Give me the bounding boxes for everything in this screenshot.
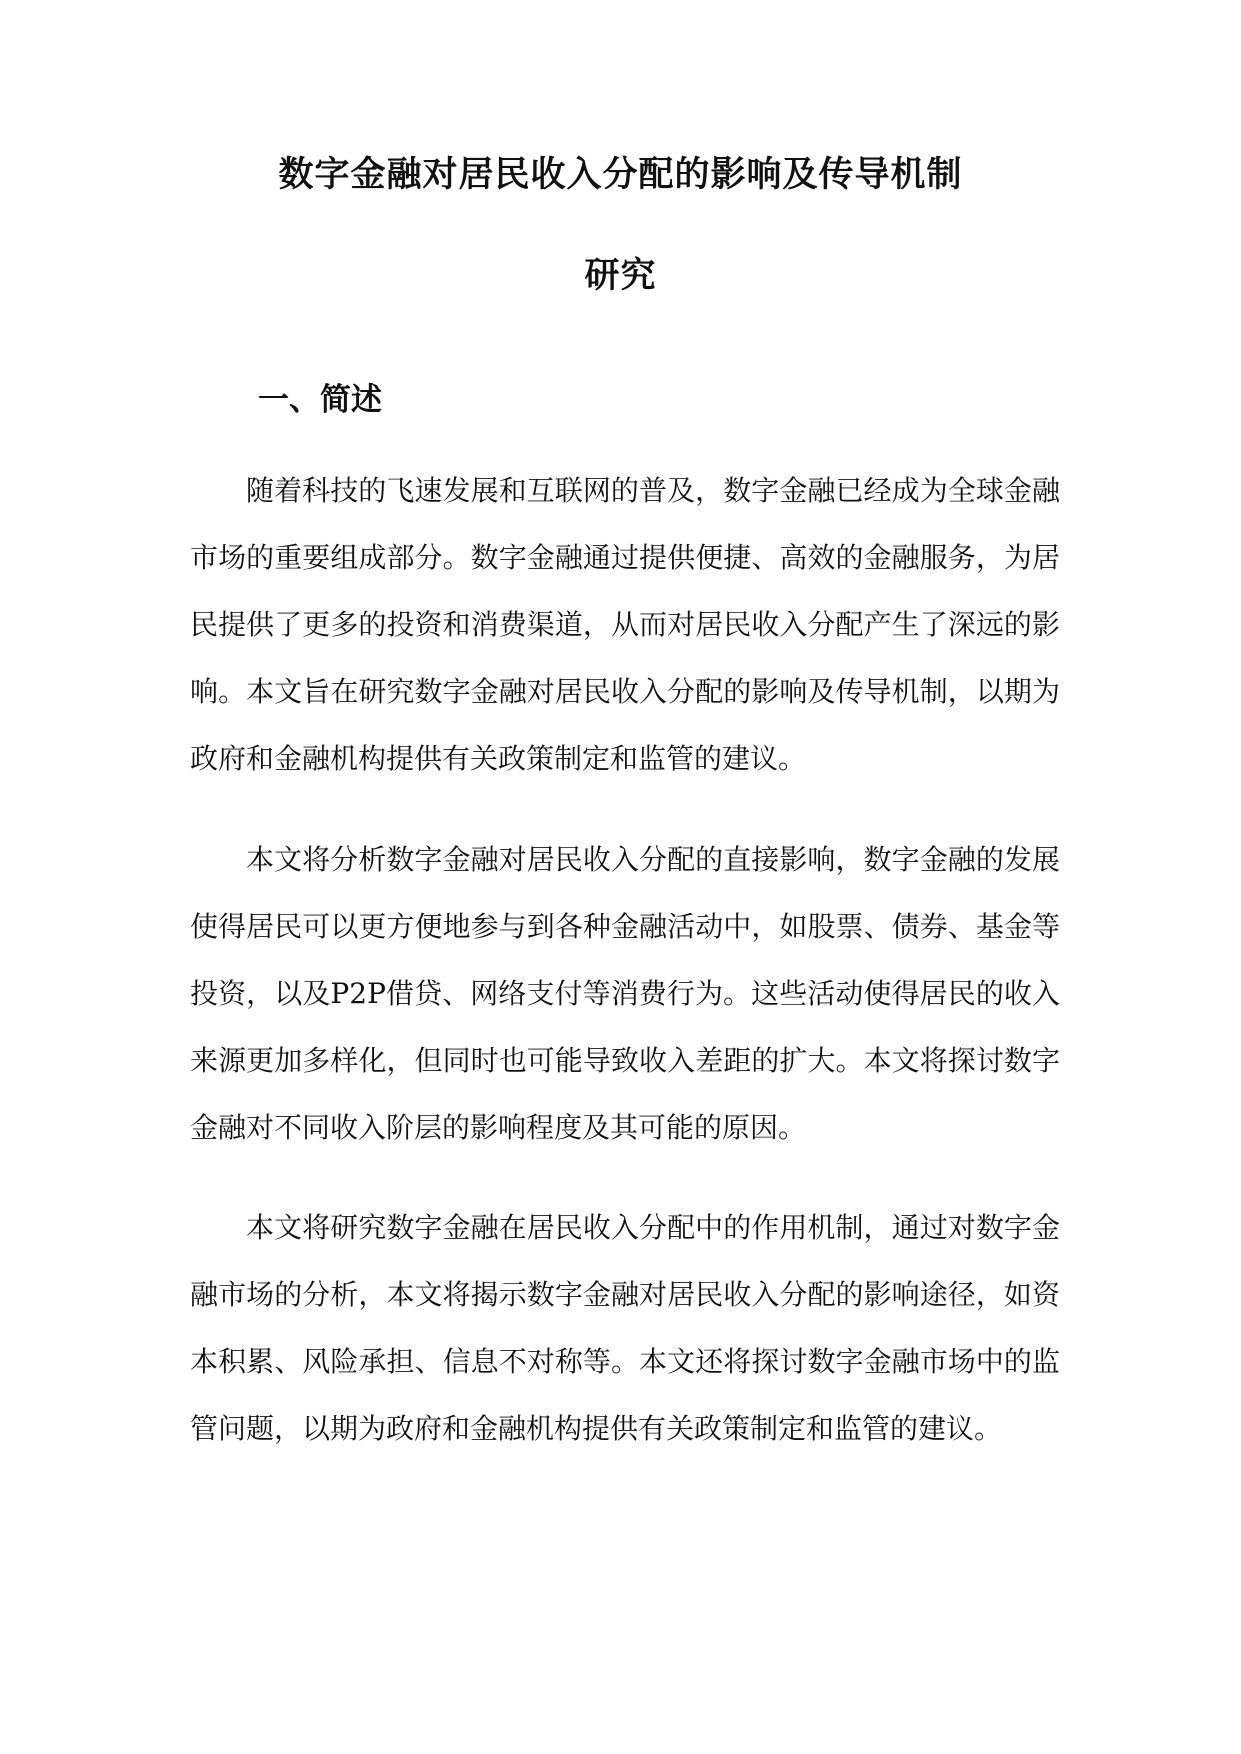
section-heading-overview: 一、简述 <box>258 382 382 418</box>
document-title-line-1: 数字金融对居民收入分配的影响及传导机制 <box>278 155 963 195</box>
body-paragraph: 本文将分析数字金融对居民收入分配的直接影响，数字金融的发展使得居民可以更方便地参与到各种金融活动中，如股票、债券、基金等投资，以及P2P借贷、网络支付等消费行为。这些活动使得居民的收入来源更加多样化，但同时也可能导致收入差距的扩大。本文将探讨数字金融对不同收入阶层的影响程度及其可能的原因。 <box>190 843 1060 1144</box>
document-title-line-2: 研究 <box>584 256 657 296</box>
body-paragraph: 随着科技的飞速发展和互联网的普及，数字金融已经成为全球金融市场的重要组成部分。数字金融通过提供便捷、高效的金融服务，为居民提供了更多的投资和消费渠道，从而对居民收入分配产生了深远的影响。本文旨在研究数字金融对居民收入分配的影响及传导机制，以期为政府和金融机构提供有关政策制定和监管的建议。 <box>190 474 1060 775</box>
body-paragraph: 本文将研究数字金融在居民收入分配中的作用机制，通过对数字金融市场的分析，本文将揭示数字金融对居民收入分配的影响途径，如资本积累、风险承担、信息不对称等。本文还将探讨数字金融市场中的监管问题，以期为政府和金融机构提供有关政策制定和监管的建议。 <box>190 1211 1060 1445</box>
